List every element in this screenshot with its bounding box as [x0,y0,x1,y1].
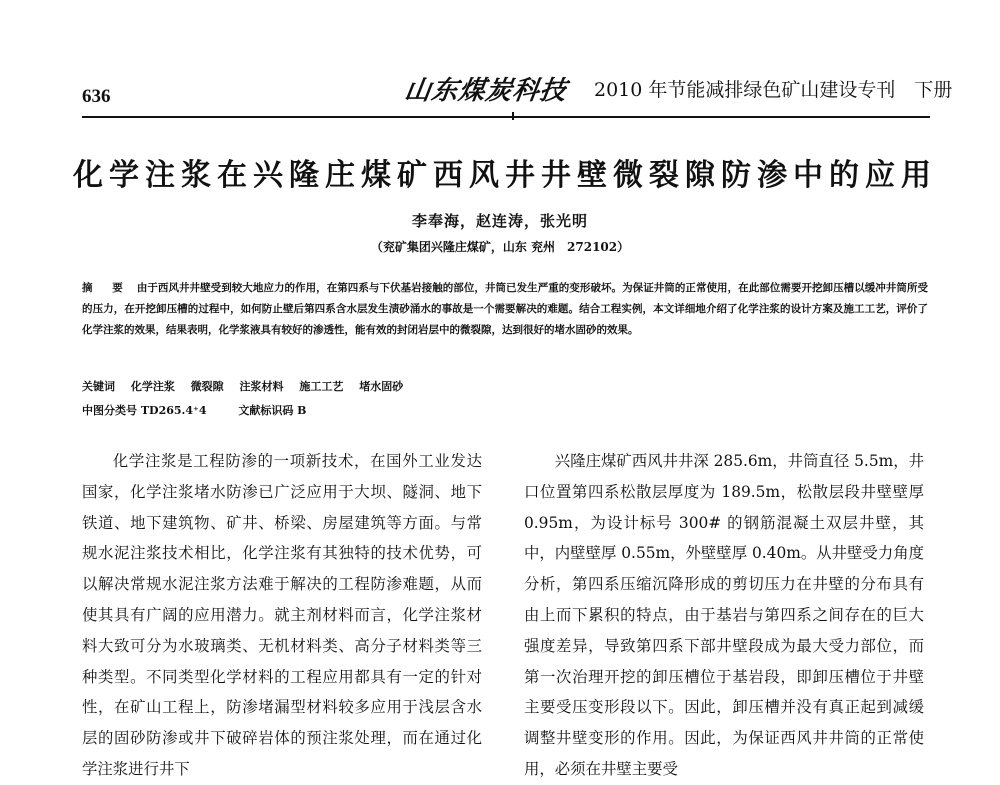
abstract-text: 由于西风井井壁受到较大地应力的作用，在第四系与下伏基岩接触的部位，井筒已发生严重的变形破坏。为保证井筒的正常使用，在此部位需要开挖卸压槽以缓冲井筒所受的压力，在开挖卸压槽的过程中，如何防止壁后第四系含水层发生渍砂涌水的事故是一个需要解决的难题。结合工程实例，本文详细地介绍了化学注浆的设计方案及施工工艺，评价了化学注浆的效果，结果表明，化学浆液具有较好的渗透性，能有效的封闭岩层中的微裂隙，达到很好的堵水固砂的效果。 [82,282,929,336]
body-paragraph: 化学注浆是工程防渗的一项新技术，在国外工业发达国家，化学注浆堵水防渗已广泛应用于大坝、隧洞、地下铁道、地下建筑物、矿井、桥梁、房屋建筑等方面。与常规水泥注浆技术相比，化学注浆有其独特的技术优势，可以解决常规水泥注浆方法难于解决的工程防渗难题，从而使其具有广阔的应用潜力。就主剂材料而言，化学注浆材料大致可分为水玻璃类、无机材料类、高分子材料类等三种类型。不同类型化学材料的工程应用都具有一定的针对性，在矿山工程上，防渗堵漏型材料较多应用于浅层含水层的固砂防渗或井下破碎岩体的预注浆处理，而在通过化学注浆进行井下 [82,452,482,778]
abstract [82,278,928,341]
keyword: 施工工艺 [299,380,344,393]
article-authors: 李奉海，赵连涛，张光明 [411,212,588,230]
doc-code-value: B [297,404,307,417]
classification-label: 中图分类号 [82,404,137,417]
classification-line [82,402,928,418]
keywords [82,378,928,394]
body-column-right [524,446,924,785]
issue-info: 2010 年节能减排绿色矿山建设专刊 下册 [594,79,953,101]
body-column-left [82,446,482,785]
keyword: 化学注浆 [130,380,175,393]
page-header [0,0,1000,118]
keyword: 堵水固砂 [359,380,404,393]
keyword: 微裂隙 [190,380,224,393]
journal-name: 山东煤炭科技 [402,76,569,106]
abstract-label: 摘 要 [82,282,131,294]
article-title: 化学注浆在兴隆庄煤矿西风井井壁微裂隙防渗中的应用 [73,158,937,193]
article-affiliation: （兖矿集团兴隆庄煤矿，山东 兖州 272102） [370,240,630,254]
header-divider-mark [512,112,514,120]
body-paragraph: 兴隆庄煤矿西风井井深 285.6m，井筒直径 5.5m，井口位置第四系松散层厚度为 189.5m，松散层段井壁壁厚 0.95m，为设计标号 300# 的钢筋混凝土双层井壁，其中，内壁壁厚 0.55m，外壁壁厚 0.40m。从井壁受力角度分析，第四系压缩沉降形成的剪切压力在井壁的分布具有由上而下累积的特点，由于基岩与第四系之间存在的巨大强度差异，导致第四系下部井壁段成为最大受力部位，而第一次治理开挖的卸压槽位于基岩段，即卸压槽位于井壁主要受压变形段以下。因此，卸压槽并没有真正起到减缓调整井壁变形的作用。因此，为保证西风井井筒的正常使用，必须在井壁主要受 [524,452,924,778]
keywords-label: 关键词 [82,380,115,393]
classification-value: TD265.4⁺4 [140,404,207,417]
keyword: 注浆材料 [239,380,284,393]
page-number: 636 [82,86,111,107]
header-divider [82,116,930,118]
doc-code-label: 文献标识码 [238,404,294,417]
